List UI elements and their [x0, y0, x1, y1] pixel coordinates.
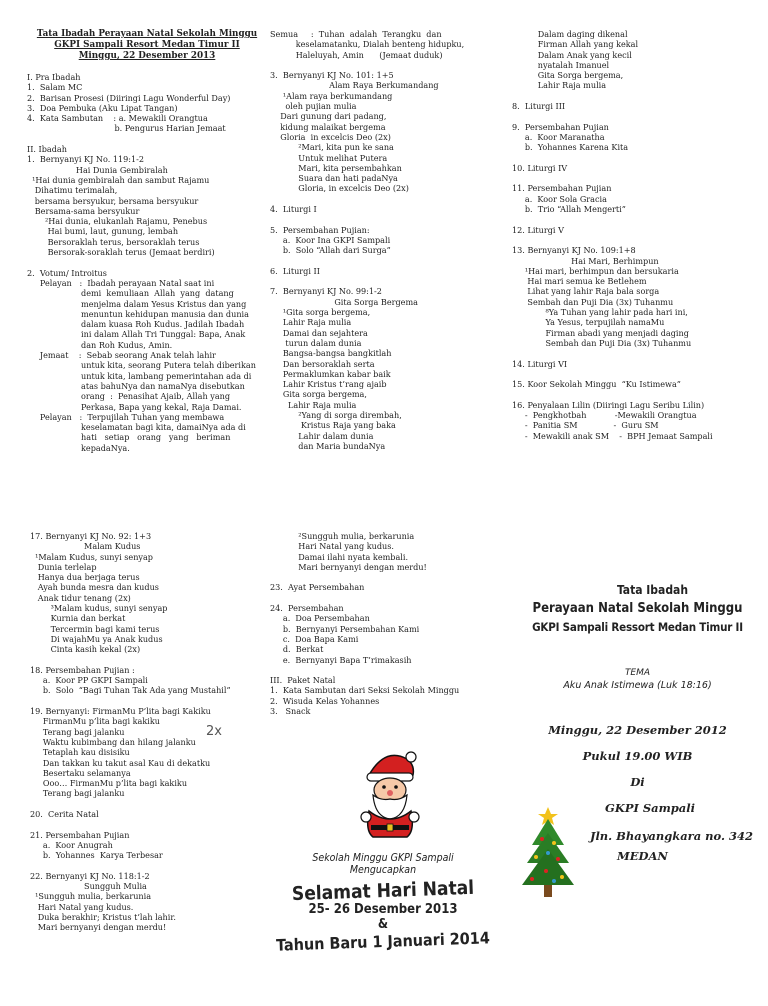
service-line: 11. Persembahan Pujian	[512, 183, 612, 194]
service-line: 4. Kata Sambutan : a. Mewakili Orangtua	[27, 113, 208, 124]
service-line: c. Doa Bapa Kami	[270, 633, 359, 644]
service-line: Hari Natal yang kudus.	[270, 541, 394, 552]
cover-di: Di	[630, 775, 645, 789]
service-line: Bersama-sama bersyukur	[27, 205, 140, 216]
service-line: Damai ilahi nyata kembali.	[270, 551, 409, 562]
column-3-lines	[512, 29, 762, 441]
service-line: Firman abadi yang menjadi daging	[512, 327, 689, 338]
service-line	[30, 696, 270, 706]
service-line: Sembah dan Puji Dia (3x) Tuhanmu	[512, 296, 674, 307]
greeting-line-6: Tahun Baru 1 Januari 2014	[275, 928, 491, 955]
service-line	[512, 214, 762, 224]
service-line: Semua : Tuhan adalah Terangku dan	[270, 29, 442, 39]
service-line: untuk kita, lambang pemerintahan ada di	[27, 370, 252, 381]
service-line: ²Sungguh mulia, berkarunia	[270, 531, 415, 541]
service-line: b. Yohannes Karya Terbesar	[30, 850, 163, 861]
service-line: dan Roh Kudus, Amin.	[27, 339, 173, 350]
service-line: dan Maria bundaNya	[270, 440, 386, 451]
column-1-lines	[27, 72, 267, 453]
order-of-service-column-5	[270, 531, 510, 716]
service-line: Sungguh Mulia	[30, 881, 147, 892]
order-of-service-column-3	[512, 29, 762, 441]
service-line: FirmanMu p’lita bagi kakiku	[30, 716, 160, 727]
service-line: ¹Sungguh mulia, berkarunia	[30, 891, 152, 902]
service-line: Besertaku selamanya	[30, 767, 131, 778]
cover-title-1: Tata Ibadah	[616, 583, 689, 597]
service-line: a. Koor Maranatha	[512, 131, 605, 142]
service-line: Mari, kita persembahkan	[270, 162, 402, 173]
service-line: II. Ibadah	[27, 144, 67, 155]
service-line: 3. Doa Pembuka (Aku Lipat Tangan)	[27, 102, 178, 113]
service-line	[30, 655, 270, 665]
service-line: 2. Wisuda Kelas Yohannes	[270, 695, 380, 706]
service-line: b. Pengurus Harian Jemaat	[27, 123, 226, 134]
service-line	[512, 111, 762, 121]
service-line: a. Doa Persembahan	[270, 613, 370, 624]
service-line: Terang bagi jalanku	[30, 726, 125, 737]
service-line: kidung malaikat bergema	[270, 121, 386, 132]
service-line: Waktu kubimbang dan hilang jalanku	[30, 736, 196, 747]
service-line: nyatalah Imanuel	[512, 59, 610, 70]
service-line: Lahir dalam dunia	[270, 430, 374, 441]
cover-time: Pukul 19.00 WIB	[582, 749, 693, 763]
service-line	[270, 665, 510, 675]
service-line: III. Paket Natal	[270, 675, 336, 686]
service-line: 2. Barisan Prosesi (Diiringi Lagu Wonderful Day)	[27, 92, 231, 103]
service-line: Malam Kudus	[30, 541, 141, 552]
service-line: untuk kita, seorang Putera telah diberikan	[27, 360, 256, 371]
service-line: 10. Liturgi IV	[512, 162, 568, 173]
service-line: Lahir Raja mulia	[512, 80, 607, 91]
santa-claus-icon	[355, 745, 425, 840]
service-line	[30, 799, 270, 809]
service-line: a. Koor Sola Gracia	[512, 193, 607, 204]
service-line: Bangsa-bangsa bangkitlah	[270, 348, 392, 359]
service-line: Jemaat : Sebab seorang Anak telah lahir	[27, 350, 216, 361]
service-line: dalam kuasa Roh Kudus. Jadilah Ibadah	[27, 319, 245, 330]
service-line: Untuk melihat Putera	[270, 152, 388, 163]
service-line: I. Pra Ibadah	[27, 72, 81, 82]
service-line	[512, 235, 762, 245]
service-line: a. Koor Ina GKPI Sampali	[270, 234, 391, 245]
tema-text: Aku Anak Istimewa (Luk 18:16)	[563, 680, 712, 691]
service-line: a. Koor PP GKPI Sampali	[30, 675, 148, 686]
service-line: - Panitia SM - Guru SM	[512, 420, 659, 431]
service-line: Permaklumkan kabar baik	[270, 368, 391, 379]
service-line: 4. Liturgi I	[270, 204, 317, 215]
service-line: oleh pujian mulia	[270, 101, 357, 112]
service-line: Tercermin bagi kami terus	[30, 623, 160, 634]
service-line: ²Hai dunia, elukanlah Rajamu, Penebus	[27, 216, 208, 227]
service-line: Lahir Raja mulia	[270, 317, 352, 328]
service-line: 23. Ayat Persembahan	[270, 582, 365, 593]
service-line	[27, 134, 267, 144]
service-line: 13. Bernyanyi KJ No. 109:1+8	[512, 245, 636, 256]
service-line: 5. Persembahan Pujian:	[270, 224, 370, 235]
service-line: ²Yang di sorga dirembah,	[270, 409, 402, 420]
service-line: Lahir Kristus t’rang ajaib	[270, 379, 387, 390]
cover-title-3: GKPI Sampali Ressort Medan Timur II	[532, 620, 743, 634]
service-line: Alam Raya Berkumandang	[270, 80, 439, 91]
cover-address: Jln. Bhayangkara no. 342	[590, 829, 754, 843]
service-line: Dalam daging dikenal	[512, 29, 628, 39]
service-line: 22. Bernyanyi KJ No. 118:1-2	[30, 870, 150, 881]
service-line	[512, 389, 762, 399]
service-line: b. Bernyanyi Persembahan Kami	[270, 623, 420, 634]
service-line: Ayah bunda mesra dan kudus	[30, 582, 159, 593]
service-line: Haleluyah, Amin (Jemaat duduk)	[270, 49, 443, 60]
service-line: 8. Liturgi III	[512, 101, 566, 112]
service-line: keselamatanku, Dialah benteng hidupku,	[270, 39, 465, 50]
service-line: bersama bersyukur, bersama bersyukur	[27, 195, 199, 206]
service-line: Sembah dan Puji Dia (3x) Tuhanmu	[512, 337, 692, 348]
column-5-lines	[270, 531, 510, 716]
service-line: 1. Bernyanyi KJ No. 119:1-2	[27, 154, 145, 165]
christmas-greeting	[268, 852, 498, 955]
service-line: 15. Koor Sekolah Minggu “Ku Istimewa”	[512, 379, 681, 390]
service-line: Hai mari semua ke Betlehem	[512, 276, 647, 287]
service-line: 3. Bernyanyi KJ No. 101: 1+5	[270, 70, 394, 81]
service-line: ¹Hai mari, berhimpun dan bersukaria	[512, 265, 679, 276]
service-line	[270, 194, 510, 204]
service-line: ini dalam Allah Tri Tunggal: Bapa, Anak	[27, 329, 246, 340]
service-line: Dunia terlelap	[30, 561, 97, 572]
service-line: Ya Yesus, terpujilah namaMu	[512, 317, 665, 328]
service-line: Tetaplah kau disisiku	[30, 747, 130, 758]
order-of-service-column-4	[30, 531, 270, 933]
service-line: b. Yohannes Karena Kita	[512, 142, 629, 153]
service-line: kepadaNya.	[27, 442, 130, 453]
service-line: ³Malam kudus, sunyi senyap	[30, 603, 168, 614]
repeat-mark: 2x	[206, 724, 222, 739]
service-line: 19. Bernyanyi: FirmanMu P’lita bagi Kakiku	[30, 706, 211, 717]
service-line: Lahir Raja mulia	[270, 399, 357, 410]
service-line: Di wajahMu ya Anak kudus	[30, 633, 163, 644]
cover-city: MEDAN	[617, 849, 668, 863]
service-line: Hari Natal yang kudus.	[30, 901, 134, 912]
service-line: Dan bersoraklah serta	[270, 358, 375, 369]
service-line: Dalam Anak yang kecil	[512, 49, 632, 60]
service-line: Perkasa, Bapa yang kekal, Raja Damai.	[27, 401, 242, 412]
cover-title-2: Perayaan Natal Sekolah Minggu	[532, 601, 743, 616]
service-line: - Mewakili anak SM - BPH Jemaat Sampali	[512, 430, 713, 441]
greeting-line-4: 25- 26 Desember 2013	[308, 902, 458, 917]
service-line: 17. Bernyanyi KJ No. 92: 1+3	[30, 531, 152, 541]
service-line: Dihatimu terimalah,	[27, 185, 118, 196]
service-line	[270, 60, 510, 70]
greeting-line-2: Mengucapkan	[349, 864, 417, 876]
service-line	[27, 257, 267, 267]
service-line: 1. Kata Sambutan dari Seksi Sekolah Minggu	[270, 685, 460, 696]
service-line	[512, 369, 762, 379]
order-of-service-column-1	[27, 29, 267, 453]
service-line	[270, 593, 510, 603]
greeting-line-1: Sekolah Minggu GKPI Sampali	[312, 852, 454, 864]
service-line: Hai Dunia Gembiralah	[27, 164, 168, 175]
service-line: Bersoraklah terus, bersoraklah terus	[27, 236, 200, 247]
service-line: Mari bernyanyi dengan merdu!	[30, 922, 167, 933]
greeting-line-3: Selamat Hari Natal	[291, 876, 475, 906]
service-line	[270, 276, 510, 286]
service-line: Suara dan hati padaNya	[270, 173, 398, 184]
service-line: menuntun kehidupan manusia dan dunia	[27, 308, 249, 319]
service-line: 12. Liturgi V	[512, 224, 564, 235]
service-line	[270, 256, 510, 266]
service-line: 2. Votum/ Introitus	[27, 267, 107, 278]
service-line: Anak tidur tenang (2x)	[30, 592, 131, 603]
header-line-2: GKPI Sampali Resort Medan Timur II	[54, 40, 240, 50]
christmas-tree-icon	[518, 805, 578, 905]
service-line	[512, 348, 762, 358]
service-line: ¹Alam raya berkumandang	[270, 90, 393, 101]
order-of-service-header	[27, 29, 267, 62]
service-line: turun dalam dunia	[270, 337, 362, 348]
service-line: Kurnia dan berkat	[30, 613, 126, 624]
service-line: Hai bumi, laut, gunung, lembah	[27, 226, 179, 237]
service-line: Gloria, in excelcis Deo (2x)	[270, 183, 409, 194]
column-4-lines	[30, 531, 270, 933]
service-line: e. Bernyanyi Bapa T’rimakasih	[270, 654, 412, 665]
service-line: Duka berakhir; Kristus t’lah lahir.	[30, 911, 176, 922]
header-line-1: Tata Ibadah Perayaan Natal Sekolah Minggu	[36, 29, 258, 39]
service-line: keselamatan bagi kita, damaiNya ada di	[27, 422, 246, 433]
service-line: Mari bernyanyi dengan merdu!	[270, 561, 427, 572]
service-line	[270, 572, 510, 582]
header-line-3: Minggu, 22 Desember 2013	[78, 51, 216, 61]
service-line: Kristus Raja yang baka	[270, 420, 396, 431]
service-line: ¹Hai dunia gembiralah dan sambut Rajamu	[27, 174, 210, 185]
service-line	[270, 214, 510, 224]
service-line: 16. Penyalaan Lilin (Diiringi Lagu Seribu Lilin)	[512, 399, 705, 410]
service-line: b. Solo “Bagi Tuhan Tak Ada yang Mustahil”	[30, 685, 231, 696]
service-line: 7. Bernyanyi KJ No. 99:1-2	[270, 286, 382, 297]
service-line: ¹Gita sorga bergema,	[270, 307, 371, 318]
service-line: Gita Sorga bergema,	[512, 70, 624, 81]
service-line	[30, 819, 270, 829]
service-line: Gloria in excelcis Deo (2x)	[270, 131, 391, 142]
service-line: hati setiap orang yang beriman	[27, 432, 231, 443]
service-line: Gita Sorga Bergema	[270, 296, 418, 307]
service-line: Gita sorga bergema,	[270, 389, 367, 400]
service-line: Dari gunung dari padang,	[270, 111, 387, 122]
service-line: ²Mari, kita pun ke sana	[270, 142, 394, 153]
service-line: Dan takkan ku takut asal Kau di dekatku	[30, 757, 211, 768]
order-of-service-column-2	[270, 29, 510, 451]
service-line: Hai Mari, Berhimpun	[512, 255, 659, 266]
service-line: Cinta kasih kekal (2x)	[30, 644, 141, 655]
service-line: atas bahuNya dan namaNya disebutkan	[27, 380, 245, 391]
service-line: Firman Allah yang kekal	[512, 39, 639, 50]
service-line: Pelayan : Terpujilah Tuhan yang membawa	[27, 411, 225, 422]
service-line: Pelayan : Ibadah perayaan Natal saat ini	[27, 277, 215, 288]
service-line: Lihat yang lahir Raja bala sorga	[512, 286, 660, 297]
cover-date: Minggu, 22 Desember 2012	[548, 723, 727, 737]
service-line	[512, 153, 762, 163]
service-line: Damai dan sejahtera	[270, 327, 368, 338]
service-line: 24. Persembahan	[270, 603, 344, 614]
service-line: Terang bagi jalanku	[30, 788, 125, 799]
service-line: Ooo… FirmanMu p’lita bagi kakiku	[30, 778, 188, 789]
service-line: 9. Persembahan Pujian	[512, 121, 609, 132]
tema-label: TEMA	[624, 668, 651, 678]
service-line: d. Berkat	[270, 644, 324, 655]
service-line: Hanya dua berjaga terus	[30, 572, 140, 583]
service-line	[512, 91, 762, 101]
service-line: 20. Cerita Natal	[30, 809, 99, 820]
greeting-line-5: &	[377, 917, 389, 932]
column-2-lines	[270, 29, 510, 451]
service-line: ⁸Ya Tuhan yang lahir pada hari ini,	[512, 307, 688, 318]
service-line: a. Koor Anugrah	[30, 839, 113, 850]
cover-place: GKPI Sampali	[605, 801, 696, 815]
service-line: b. Solo “Allah dari Surga”	[270, 245, 391, 256]
service-line: demi kemuliaan Allah yang datang	[27, 288, 234, 299]
service-line: menjelma dalam Yesus Kristus dan yang	[27, 298, 247, 309]
service-line	[30, 861, 270, 871]
service-line: 18. Persembahan Pujian :	[30, 664, 135, 675]
service-line: b. Trio “Allah Mengerti”	[512, 204, 626, 215]
service-line: 6. Liturgi II	[270, 265, 320, 276]
service-line: 21. Persembahan Pujian	[30, 829, 130, 840]
service-line	[512, 173, 762, 183]
service-line: Bersorak-soraklah terus (Jemaat berdiri)	[27, 247, 215, 258]
service-line: orang : Penasihat Ajaib, Allah yang	[27, 391, 231, 402]
service-line: 14. Liturgi VI	[512, 358, 568, 369]
service-line: 3. Snack	[270, 706, 311, 717]
service-line: ¹Malam Kudus, sunyi senyap	[30, 551, 153, 562]
service-line: 1. Salam MC	[27, 82, 83, 93]
service-line: - Pengkhotbah -Mewakili Orangtua	[512, 409, 697, 420]
